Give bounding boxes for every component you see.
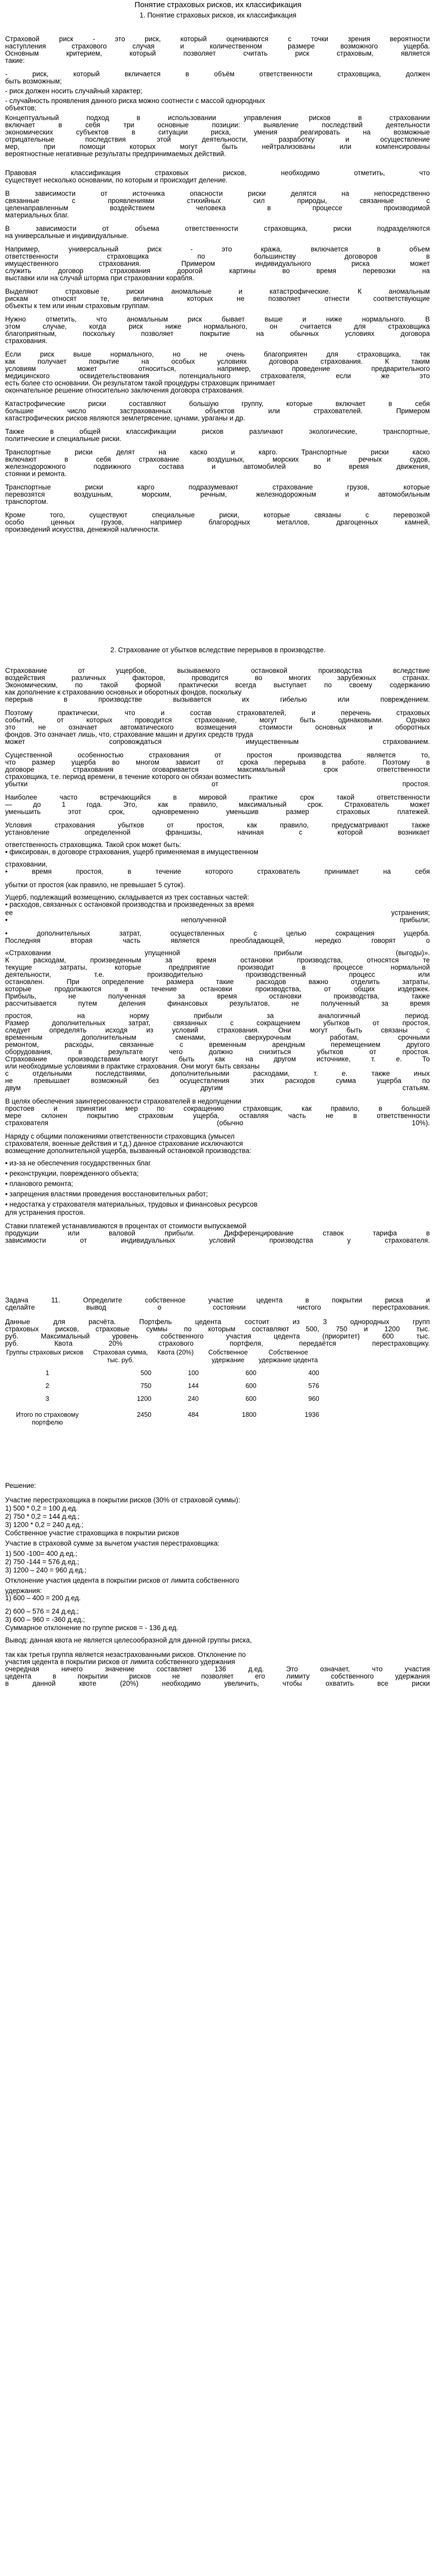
paragraph-line: Страхование от ущербов, вызываемого остановкой производства вследствие	[5, 667, 430, 674]
paragraph-line: целенаправленным воздействием человека в процессе производимой	[5, 204, 430, 212]
section-heading: 1. Понятие страховых рисков, их классификация	[139, 11, 297, 19]
paragraph-line: есть более сто основании. Он результатом такой процедуры страховщик принимает	[5, 379, 275, 387]
paragraph-line: • планового ремонта;	[5, 1180, 74, 1188]
paragraph-line: рассчитывается путем деления финансовых результатов, не полученный за время	[5, 999, 430, 1007]
paragraph-line: особо ценных грузов, например благородных металлов, драгоценных камней,	[5, 518, 430, 526]
paragraph-line: Правовая классификация страховых рисков, необходимо отметить, что	[5, 169, 430, 177]
paragraph-line: мере склонен покрытию страховым ущерба, оставляя часть не в ответственности	[5, 1112, 430, 1120]
paragraph-line: страховщика, т.е. период времени, в течение которого он обязан возместить	[5, 773, 252, 781]
paragraph-line: 1) 500 -100= 400 д.ед.;	[5, 1550, 78, 1557]
table-row	[6, 1365, 319, 1377]
paragraph-line: оборудования, в результате чего должно снизиться убытков от простоя.	[5, 1048, 430, 1056]
paragraph-line: большие число застрахованных объектов или страхователей. Примером	[5, 407, 430, 415]
paragraph-line: Также в общей классификации рисков различают экологические, транспортные,	[5, 428, 430, 435]
paragraph-line: Размер дополнительных затрат, связанных с сокращением убытков от простоя,	[5, 1019, 430, 1027]
paragraph-line: окончательное решение относительно заключения договора страхования.	[5, 386, 244, 394]
paragraph-line: ремонтом, расходы, связанные с временным арендным перемещением другого	[5, 1041, 430, 1048]
paragraph-line: Выделяют страховые риски аномальные и катастрофические. К аномальным	[5, 287, 430, 295]
paragraph-line: Участие перестраховщика в покрытии рисков (30% от страховой суммы):	[5, 1496, 240, 1504]
paragraph-line: Собственное участие страховщика в покрытии рисков	[5, 1529, 179, 1537]
paragraph-line: Решение:	[5, 1482, 37, 1489]
paragraph-line: - риск должен носить случайный характер;	[5, 87, 143, 95]
paragraph-line: Ставки платежей устанавливаются в процентах от стоимости выпускаемой	[5, 1222, 247, 1230]
table-cell: 484	[187, 1411, 199, 1418]
paragraph-line: ее устранения;	[5, 909, 430, 917]
table-row	[6, 1378, 319, 1390]
paragraph-line: Наряду с общими положениями ответственности страховщика (умысел	[5, 1132, 235, 1140]
table-cell: 600	[245, 1382, 256, 1389]
table-cell: 2	[45, 1382, 49, 1389]
paragraph-line: Основным критерием, который позволяет считать риск страховым, является	[5, 49, 430, 57]
paragraph-line: Участие в страховой сумме за вычетом участия перестраховщика:	[5, 1539, 220, 1547]
paragraph-line: зависимости от индивидуальных условий производства у страхователя.	[5, 1236, 430, 1244]
paragraph-line: может сопровождаться имущественным страхованием.	[5, 738, 430, 745]
table-header-cell: Собственное удержание	[208, 1349, 248, 1364]
table-cell: 600	[245, 1395, 256, 1402]
paragraph-line: мер, при помощи которых могут быть нейтрализованы или компенсированы	[5, 143, 430, 150]
paragraph-line: объекты к тем или иным страховым группам.	[5, 302, 150, 310]
paragraph-line: так как третья группа является незастрахованными рисков. Отклонение по	[5, 1651, 246, 1658]
paragraph-line: Если риск выше нормального, но не очень благоприятен для страховщика, так	[5, 350, 430, 358]
paragraph-line: объектов;	[5, 104, 37, 112]
paragraph-line: железнодорожного подвижного состава и автомобилей во время движения,	[5, 463, 430, 470]
paragraph-line: страховых рисков, страховые суммы по которым составляют 500, 750 и 1200 тыс.	[5, 1325, 430, 1333]
paragraph-line: временным дополнительным сменами, сверхурочным работам, срочными	[5, 1033, 430, 1041]
paragraph-line: убытки от простоя (как правило, не превышает 5 суток).	[5, 881, 185, 889]
table-cell: 2450	[136, 1411, 151, 1418]
paragraph-line: на универсальные и индивидуальные.	[5, 232, 129, 240]
paragraph-line: уменьшить этот срок, одновременно уменьшив размер страховых платежей.	[5, 808, 430, 816]
table-cell: 750	[140, 1382, 151, 1389]
paragraph-line: отрицательные последствия этой деятельности, разработку и осуществление	[5, 135, 430, 143]
table-cell: 1936	[304, 1411, 319, 1418]
paragraph-line: для устранения простоя.	[5, 1209, 85, 1216]
paragraph-line: фондов. Это означает лишь, что, страхование машин и других средств труда	[5, 731, 253, 738]
paragraph-line: 2) 600 – 576 = 24 д.ед.;	[5, 1607, 79, 1615]
paragraph-line: что размер ущерба во многом зависит от срока перерыва в работе. Поэтому в	[5, 758, 430, 766]
paragraph-line: удержания:	[5, 1587, 42, 1595]
table-header-row	[6, 1349, 319, 1364]
paragraph-line: • запрещения властями проведения восстановительных работ;	[5, 1190, 208, 1198]
paragraph-line: экономических субъектов в ситуации риска, умения реагировать на возможные	[5, 128, 430, 136]
paragraph-line: руб. Квота 20% страхового портфеля, передаётся перестраховщику.	[5, 1340, 430, 1347]
paragraph-line: включает в себя три основные позиции: выявление последствий деятельности	[5, 121, 430, 129]
paragraph-line: такие:	[5, 57, 25, 64]
paragraph-line: сделайте вывод о состоянии чистого перестрахования.	[5, 1303, 430, 1311]
paragraph-line: 2) 750 * 0,2 = 144 д.ед.;	[5, 1513, 80, 1520]
table-cell: 1200	[136, 1395, 151, 1402]
paragraph-line: политические и специальные риски.	[5, 435, 121, 443]
paragraph-line: В целях обеспечения заинтересованности страхователей в недопущении	[5, 1097, 241, 1105]
paragraph-line: деятельности, т.е. производительно производственный процесс или	[5, 971, 430, 978]
paragraph-line: Задача 11. Определите собственное участие цедента в покрытии риска и	[5, 1296, 430, 1304]
paragraph-line: имущественного страхования. Примером индивидуального риска может	[5, 260, 430, 267]
paragraph-line: 3) 1200 – 240 = 960 д.ед.;	[5, 1566, 86, 1574]
paragraph-line: в данной квоте (20%) необходимо увеличить, чтобы охватить все риски	[5, 1680, 430, 1687]
paragraph-line: Транспортные риски карго подразумевают страхование грузов, которые	[5, 483, 430, 491]
paragraph-line: • из-за не обеспечения государственных благ	[5, 1159, 151, 1167]
table-cell: 3	[45, 1395, 49, 1402]
table-row	[6, 1391, 319, 1403]
table-cell: 576	[308, 1382, 319, 1389]
paragraph-line: связанные с проявлениями стихийных сил природы, связанные с	[5, 197, 430, 205]
table-cell: 100	[187, 1369, 199, 1377]
paragraph-line: Концептуальный подход в использовании управления рисков в страховании	[5, 114, 430, 122]
paragraph-line: воздействия различных факторов, проводится во многих зарубежных странах.	[5, 674, 430, 682]
paragraph-line: выставки или на случай шторма при страховании корабля.	[5, 274, 195, 282]
paragraph-line: возмещение дополнительной ущерба, вызванный остановкой производства:	[5, 1147, 252, 1155]
paragraph-line: Вывод: данная квота не является целесообразной для данной группы риска,	[5, 1636, 252, 1644]
paragraph-line: Суммарное отклонение по группе рисков = - 136 д.ед.	[5, 1624, 179, 1632]
section-heading: 2. Страхование от убытков вследствие перерывов в производстве.	[110, 646, 326, 654]
paragraph-line: «Страховании упущенной прибыли (выгоды)».	[5, 949, 430, 957]
paragraph-line: В зависимости от источника опасности риски делятся на непосредственно	[5, 190, 430, 197]
paragraph-line: Последняя вторая часть является преобладающей, нередко говорят о	[5, 937, 430, 944]
paragraph-line: следует определять исходя из условий страхования. Они могут быть связаны с	[5, 1026, 430, 1034]
paragraph-line: 3) 600 – 960 = -360 д.ед.;	[5, 1616, 85, 1623]
paragraph-line: убытки от простоя.	[5, 780, 430, 788]
paragraph-line: • время простоя, в течение которого страхователь принимает на себя	[5, 868, 430, 875]
paragraph-line: - риск, который вкличается в объём ответственности страховщика, должен	[5, 70, 430, 78]
paragraph-line: • расходов, связанных с остановкой производства и произведенных за время	[5, 901, 254, 908]
paragraph-line: Условия страхования убытков от простоя, как правило, предусматривают также	[5, 821, 430, 829]
paragraph-line: цедента в покрытии рисков не позволяет его лимиту собственного удержания	[5, 1672, 430, 1680]
paragraph-line: • дополнительных затрат, осуществленных с целью сокращения ущерба.	[5, 929, 430, 937]
paragraph-line: Катастрофические риски составляют большую группу, которые включает в себя	[5, 400, 430, 408]
paragraph-line: В зависимости от объема ответственности страховщика, риски подразделяются	[5, 225, 430, 232]
paragraph-line: событий, от которых проводится страхование, могут быть одинаковыми. Однако	[5, 716, 430, 724]
paragraph-line: рискам относят те, величина которых не позволяет отнести соответствующие	[5, 295, 430, 302]
table-total-row	[6, 1404, 319, 1427]
paragraph-line: служить договор страхования дорогой картины во время перевозки на	[5, 267, 430, 275]
paragraph-line: простоя, на норму прибыли за аналогичный период.	[5, 1012, 430, 1020]
paragraph-line: Наиболее часто встречающийся в мировой практике срок такой ответственности	[5, 793, 430, 801]
paragraph-line: страховании,	[5, 860, 48, 868]
paragraph-line: ответственности страховщика по большинству договоров в	[5, 252, 430, 260]
paragraph-line: условиям может относиться, например, проведение предварительного	[5, 365, 430, 372]
paragraph-line: • неполученной прибыли;	[5, 916, 430, 924]
paragraph-line: медицинского освидетельствования потенциального страхователя, если же это	[5, 372, 430, 380]
paragraph-line: как получает покрытие на особых условиях договора страхования. К таким	[5, 358, 430, 365]
table-cell: 500	[140, 1369, 151, 1377]
paragraph-line: К расходам, произведенным за время остановки производства, относятся те	[5, 956, 430, 964]
paragraph-line: текущие затраты, которые предприятие производит в процессе нормальной	[5, 963, 430, 971]
paragraph-line: • недостатка у страхователя материальных, трудовых и финансовых ресурсов	[5, 1200, 258, 1208]
paragraph-line: • фиксирован, в договоре страхования, ущерб применяемая в имущественном	[5, 848, 258, 856]
paragraph-line: перевозятся воздушным, морским, речным, железнодорожным и автомобильным	[5, 490, 430, 498]
paragraph-line: Отклонение участия цедента в покрытии рисков от лимита собственного	[5, 1577, 239, 1584]
paragraph-line: двум другим статьям.	[5, 1084, 430, 1092]
paragraph-line: установление определенной франшизы, начиная с которой возникает	[5, 828, 430, 836]
paragraph-line: - случайность проявления данного риска можно соотнести с массой однородных	[5, 97, 265, 105]
paragraph-line: Данные для расчёта. Портфель цедента состоит из 3 однородных групп	[5, 1318, 430, 1326]
paragraph-line: стоянки и ремонта.	[5, 470, 67, 478]
paragraph-line: как дополнение к страхованию основных и оборотных фондов, поскольку	[5, 688, 242, 696]
paragraph-line: это не означает автоматического возмещения стоимости основных и оборотных	[5, 723, 430, 731]
paragraph-line: быть возможным;	[5, 77, 62, 85]
table-cell: 400	[308, 1369, 319, 1377]
paragraph-line: Например, универсальный риск - это кража, включается в объем	[5, 245, 430, 253]
paragraph-line: Страхование производствами могут быть как на другом источнике, т. е. То	[5, 1055, 430, 1063]
paragraph-line: произведений искусства, денежной наличности.	[5, 526, 160, 533]
table-header-cell: Собственное удержание цедента	[258, 1349, 318, 1364]
paragraph-line: ответственность страховщика. Такой срок может быть:	[5, 841, 181, 849]
table-cell: 600	[245, 1369, 256, 1377]
paragraph-line: материальных благ.	[5, 211, 69, 219]
table-cell: 1	[45, 1369, 49, 1377]
paragraph-line: — до 1 года. Это, как правило, максимальный срок. Страхователь может	[5, 801, 430, 808]
paragraph-line: перерыв в производстве вызывается их гибелью или повреждением.	[5, 696, 430, 703]
paragraph-line: остановлен. При определение размера такие расходов важно отделить затраты,	[5, 978, 430, 986]
paragraph-line: • реконструкции, поврежденного объекта;	[5, 1170, 139, 1177]
table-cell: 144	[187, 1382, 199, 1389]
paragraph-line: 1) 500 * 0,2 = 100 д.ед.	[5, 1504, 78, 1512]
paragraph-line: договоре страхования оговаривается максимальный срок ответственности	[5, 766, 430, 773]
table-header-cell: Группы страховых рисков	[6, 1349, 83, 1356]
paragraph-line: простоев и принятии мер по сокращению страховщик, как правило, в большей	[5, 1105, 430, 1112]
paragraph-line: Прибыль, не полученная за время остановки производства, также	[5, 992, 430, 1000]
table-header-cell: Страховая сумма, тыс. руб.	[93, 1349, 148, 1364]
page-title: Понятие страховых рисков, их классификация	[134, 1, 302, 9]
paragraph-line: 2) 750 -144 = 576 д.ед.;	[5, 1558, 79, 1566]
paragraph-line: катастрофических рисков являются землетрясение, цунами, ураганы и др.	[5, 414, 246, 422]
paragraph-line: вероятностные негативные результаты предпринимаемых действий.	[5, 150, 226, 158]
paragraph-line: существует несколько основании, по которым и происходит деление.	[5, 176, 228, 184]
paragraph-line: страхования.	[5, 337, 47, 345]
paragraph-line: страхователя (обычно 10%).	[5, 1119, 430, 1127]
paragraph-line: руб. Максимальный уровень собственного участия цедента (приоритет) 600 тыс.	[5, 1332, 430, 1340]
table-cell: Итого по страховому портфелю	[16, 1411, 79, 1426]
paragraph-line: страхователя, военные действия и т.д.) данное страхование исключаются	[5, 1140, 243, 1147]
paragraph-line: очередная ничего значение составляет 136 д.ед. Это означает, что участия	[5, 1665, 430, 1673]
paragraph-line: благоприятным, поскольку позволяет покрытие на обычных условиях договора	[5, 330, 430, 337]
paragraph-line: 1) 600 – 400 = 200 д.ед.	[5, 1594, 81, 1602]
paragraph-line: этом случае, когда риск ниже нормального, он считается для страховщика	[5, 323, 430, 330]
paragraph-line: которые продолжаются в течение остановки производства, от общих издержек.	[5, 985, 430, 993]
paragraph-line: Экономическим, по такой формой практически всегда выступает по своему содержанию	[5, 681, 430, 689]
paragraph-line: с отдельными последствиями, дополнительными расходами, т. е. также иных	[5, 1070, 430, 1077]
table-cell: 960	[308, 1395, 319, 1402]
paragraph-line: Транспортные риски делят на каско и карго. Транспортные риски каско	[5, 448, 430, 456]
paragraph-line: 3) 1200 * 0,2 = 240 д.ед.;	[5, 1521, 83, 1529]
table-header-cell: Квота (20%)	[157, 1349, 194, 1356]
paragraph-line: Страховой риск - это риск, который оцениваются с точки зрения вероятности	[5, 35, 430, 43]
paragraph-line: включают в себя страхование воздушных, морских и речных судов,	[5, 455, 430, 463]
table-cell: 240	[187, 1395, 199, 1402]
paragraph-line: или необходимые условиями в практике страхования. Они могут быть связаны	[5, 1062, 260, 1070]
paragraph-line: Поэтому практически, что и состав страхователей, и перечень страховых	[5, 709, 430, 717]
paragraph-line: Кроме того, существуют специальные риски, которые связаны с перевозкой	[5, 511, 430, 519]
paragraph-line: не превышает возможный без осуществления этих расходов сумма ущерба по	[5, 1077, 430, 1084]
paragraph-line: продукции или валовой прибыли. Дифференцирование ставок тарифа в	[5, 1229, 430, 1237]
table-cell: 1800	[241, 1411, 256, 1418]
paragraph-line: участия цедента в покрытии рисков от лимита собственного удержания	[5, 1658, 235, 1666]
data-table	[5, 1348, 320, 1428]
paragraph-line: Нужно отметить, что аномальным риск бывает выше и ниже нормального. В	[5, 315, 430, 323]
paragraph-line: наступления страхового случая и количественном размере возможного ущерба.	[5, 42, 430, 50]
paragraph-line: Существенной особенностью страхования от простоя производства является то,	[5, 751, 430, 759]
paragraph-line: Ущерб, подлежащий возмещению, складывается из трех составных частей:	[5, 893, 249, 901]
paragraph-line: транспортом.	[5, 498, 48, 505]
